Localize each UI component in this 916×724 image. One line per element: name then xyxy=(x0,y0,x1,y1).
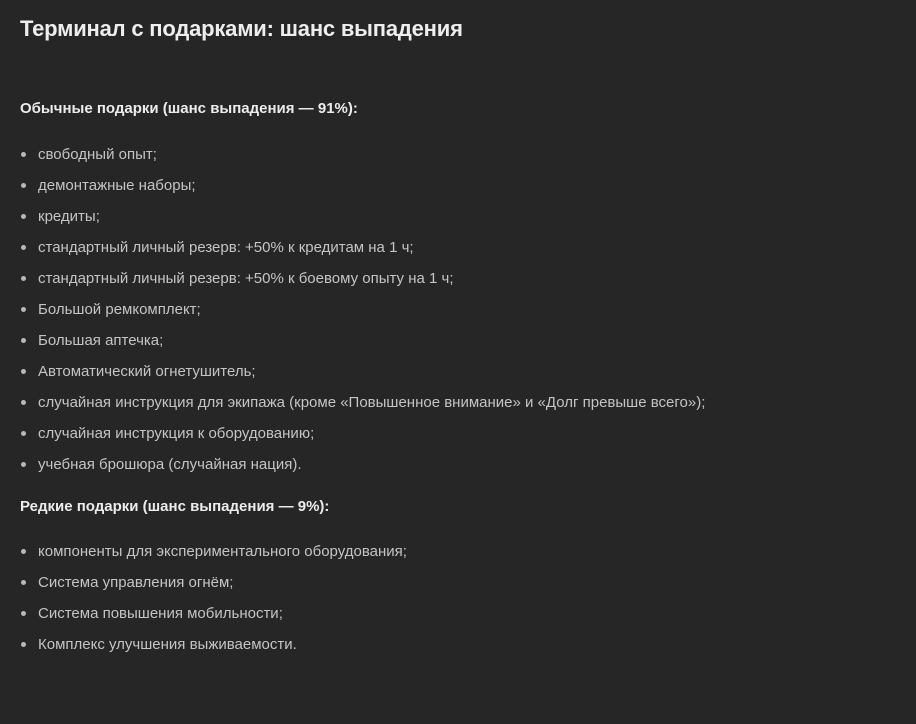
list-item-text: Автоматический огнетушитель; xyxy=(38,363,256,380)
bullet-dot-icon xyxy=(21,549,26,554)
list-item xyxy=(20,418,705,449)
bullet-dot-icon xyxy=(21,307,26,312)
list-item-text: учебная брошюра (случайная нация). xyxy=(38,456,302,473)
section-heading-rare: Редкие подарки (шанс выпадения — 9%): xyxy=(20,498,330,515)
bullet-dot-icon xyxy=(21,183,26,188)
bullet-dot-icon xyxy=(21,431,26,436)
bullet-dot-icon xyxy=(21,276,26,281)
page-title: Терминал с подарками: шанс выпадения xyxy=(20,16,463,41)
list-item-text: компоненты для экспериментального оборудования; xyxy=(38,543,407,560)
list-item-text: кредиты; xyxy=(38,208,100,225)
list-item xyxy=(20,567,407,598)
list-item xyxy=(20,598,407,629)
list-item xyxy=(20,294,705,325)
list-item xyxy=(20,387,705,418)
bullet-dot-icon xyxy=(21,369,26,374)
section-heading-common: Обычные подарки (шанс выпадения — 91%): xyxy=(20,100,358,117)
list-item xyxy=(20,629,407,660)
list-item xyxy=(20,356,705,387)
bullet-dot-icon xyxy=(21,245,26,250)
bullet-dot-icon xyxy=(21,214,26,219)
list-item-text: Система управления огнём; xyxy=(38,574,234,591)
bullet-dot-icon xyxy=(21,642,26,647)
list-item-text: Большой ремкомплект; xyxy=(38,301,201,318)
list-item-text: Большая аптечка; xyxy=(38,332,164,349)
list-item-text: Система повышения мобильности; xyxy=(38,605,283,622)
list-item-text: случайная инструкция к оборудованию; xyxy=(38,425,315,442)
bullet-dot-icon xyxy=(21,580,26,585)
list-item-text: демонтажные наборы; xyxy=(38,177,196,194)
list-item xyxy=(20,536,407,567)
list-item-text: случайная инструкция для экипажа (кроме «Повышенное внимание» и «Долг превыше всего»); xyxy=(38,394,706,411)
rare-gifts-list xyxy=(20,536,407,660)
list-item xyxy=(20,139,705,170)
list-item xyxy=(20,449,705,480)
list-item xyxy=(20,201,705,232)
list-item-text: стандартный личный резерв: +50% к кредитам на 1 ч; xyxy=(38,239,414,256)
list-item xyxy=(20,170,705,201)
list-item-text: стандартный личный резерв: +50% к боевому опыту на 1 ч; xyxy=(38,270,454,287)
common-gifts-list xyxy=(20,139,705,480)
list-item xyxy=(20,325,705,356)
list-item xyxy=(20,263,705,294)
list-item-text: свободный опыт; xyxy=(38,146,157,163)
bullet-dot-icon xyxy=(21,338,26,343)
list-item xyxy=(20,232,705,263)
list-item-text: Комплекс улучшения выживаемости. xyxy=(38,636,297,653)
bullet-dot-icon xyxy=(21,152,26,157)
bullet-dot-icon xyxy=(21,611,26,616)
bullet-dot-icon xyxy=(21,462,26,467)
bullet-dot-icon xyxy=(21,400,26,405)
